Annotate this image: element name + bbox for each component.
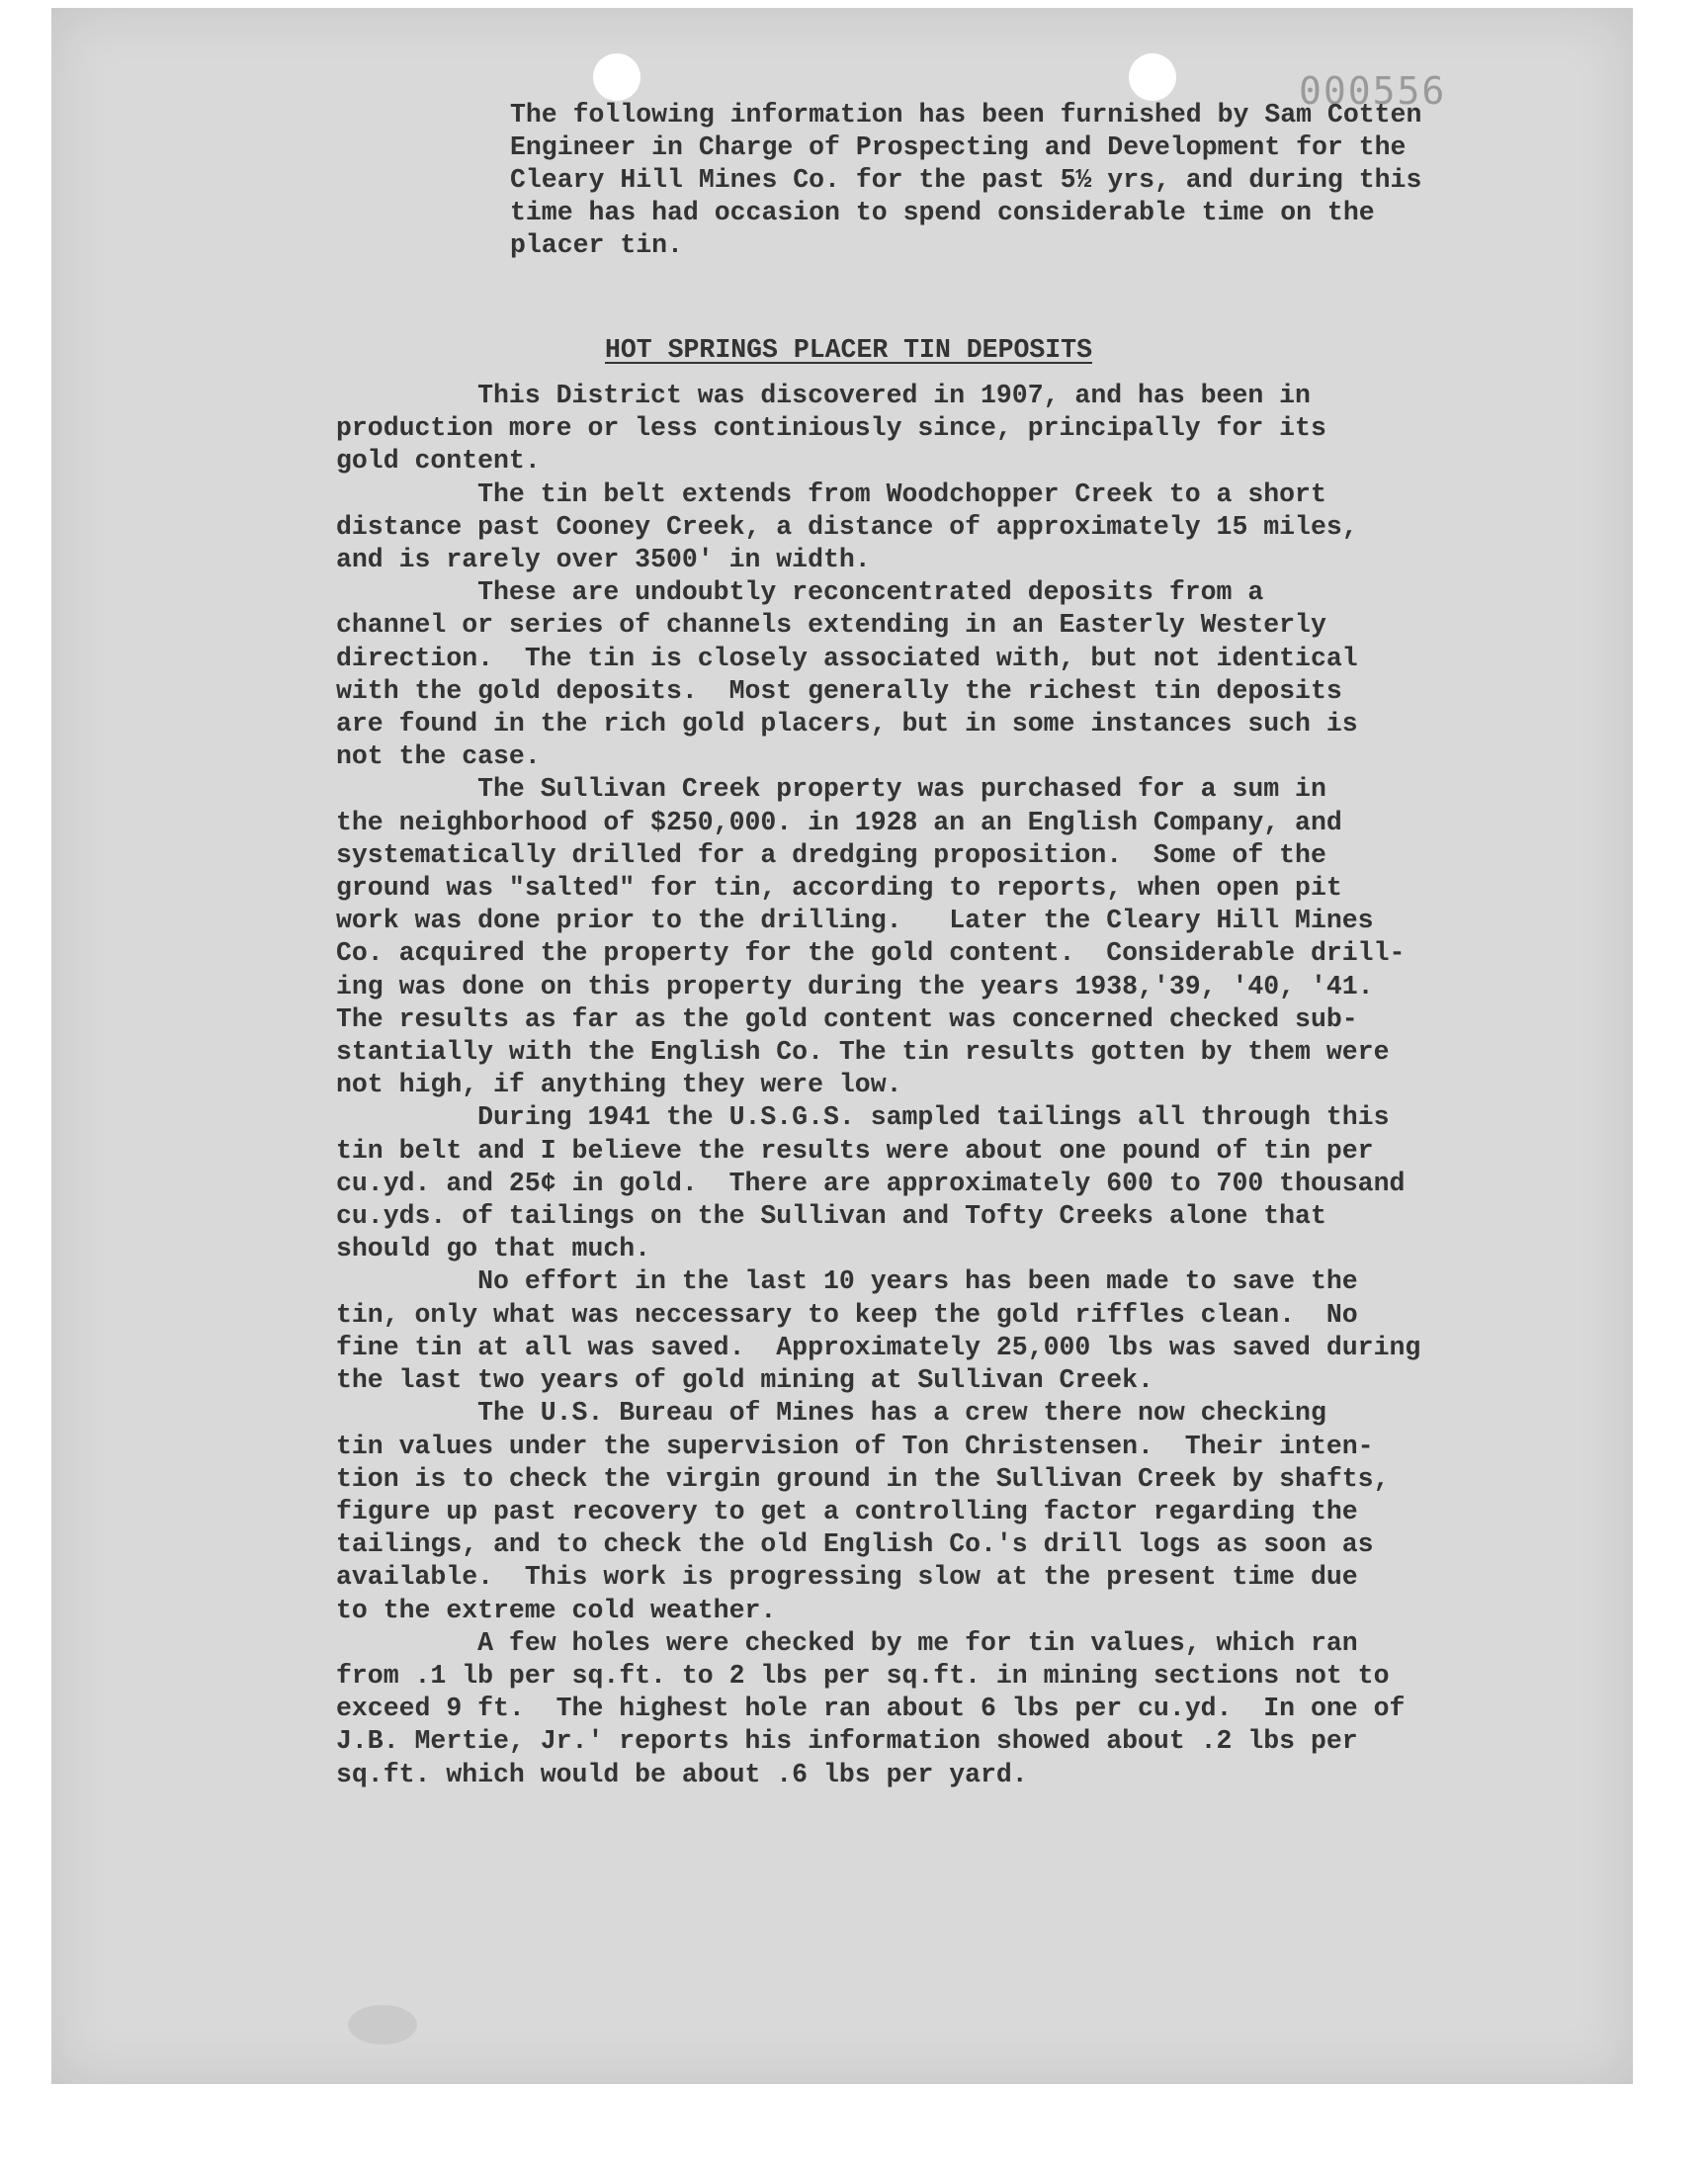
text-line: A few holes were checked by me for tin values, which ran xyxy=(336,1627,1358,1658)
text-line: the neighborhood of $250,000. in 1928 an an English Company, and xyxy=(336,807,1342,837)
text-line: These are undoubtly reconcentrated deposits from a xyxy=(336,577,1264,608)
text-line: channel or series of channels extending in an Easterly Westerly xyxy=(336,610,1326,641)
text-line: stantially with the English Co. The tin results gotten by them were xyxy=(336,1037,1390,1068)
text-line: No effort in the last 10 years has been made to save the xyxy=(336,1266,1358,1297)
text-line: cu.yd. and 25¢ in gold. There are approximately 600 to 700 thousand xyxy=(336,1168,1406,1198)
text-line: should go that much. xyxy=(336,1234,651,1264)
text-line: not the case. xyxy=(336,741,541,772)
page-smudge xyxy=(348,2005,417,2044)
text-line: the last two years of gold mining at Sullivan Creek. xyxy=(336,1365,1153,1396)
text-line: figure up past recovery to get a controlling factor regarding the xyxy=(336,1496,1358,1526)
intro-line: Engineer in Charge of Prospecting and Development for the xyxy=(510,132,1407,162)
text-line: fine tin at all was saved. Approximately 25,000 lbs was saved during xyxy=(336,1332,1421,1362)
text-line: The Sullivan Creek property was purchased for a sum in xyxy=(336,774,1326,805)
text-line: with the gold deposits. Most generally the richest tin deposits xyxy=(336,675,1342,706)
text-line: ing was done on this property during the years 1938,'39, '40, '41. xyxy=(336,971,1374,1001)
intro-line: The following information has been furnished by Sam Cotten xyxy=(510,100,1422,130)
text-line: sq.ft. which would be about .6 lbs per yard. xyxy=(336,1759,1028,1789)
text-line: work was done prior to the drilling. Later the Cleary Hill Mines xyxy=(336,906,1374,936)
text-line: not high, if anything they were low. xyxy=(336,1070,902,1100)
text-line: to the extreme cold weather. xyxy=(336,1595,777,1625)
text-line: tin belt and I believe the results were about one pound of tin per xyxy=(336,1135,1374,1166)
text-line: distance past Cooney Creek, a distance of approximately 15 miles, xyxy=(336,511,1358,542)
section-heading: HOT SPRINGS PLACER TIN DEPOSITS xyxy=(605,335,1092,365)
punch-hole-right xyxy=(1129,53,1176,101)
intro-line: placer tin. xyxy=(510,230,683,260)
text-line: direction. The tin is closely associated with, but not identical xyxy=(336,643,1358,673)
text-line: tion is to check the virgin ground in the Sullivan Creek by shafts, xyxy=(336,1463,1390,1494)
intro-line: Cleary Hill Mines Co. for the past 5½ yrs, and during this xyxy=(510,165,1422,195)
text-line: are found in the rich gold placers, but in some instances such is xyxy=(336,709,1358,740)
text-line: The results as far as the gold content was concerned checked sub- xyxy=(336,1003,1358,1034)
text-line: This District was discovered in 1907, and has been in xyxy=(336,381,1311,410)
text-line: Co. acquired the property for the gold content. Considerable drill- xyxy=(336,938,1406,969)
text-line: production more or less continiously since, principally for its xyxy=(336,413,1326,444)
text-line: tin values under the supervision of Ton Christensen. Their inten- xyxy=(336,1431,1374,1461)
scanned-page xyxy=(51,8,1633,2084)
text-line: During 1941 the U.S.G.S. sampled tailings all through this xyxy=(336,1102,1390,1133)
text-line: J.B. Mertie, Jr.' reports his information showed about .2 lbs per xyxy=(336,1726,1358,1757)
text-line: ground was "salted" for tin, according to reports, when open pit xyxy=(336,873,1342,904)
text-line: The tin belt extends from Woodchopper Creek to a short xyxy=(336,478,1326,509)
text-line: cu.yds. of tailings on the Sullivan and Tofty Creeks alone that xyxy=(336,1201,1326,1232)
document-number-stamp: 000556 xyxy=(1299,69,1447,113)
text-line: exceed 9 ft. The highest hole ran about 6 lbs per cu.yd. In one of xyxy=(336,1694,1406,1724)
text-line: from .1 lb per sq.ft. to 2 lbs per sq.ft. in mining sections not to xyxy=(336,1660,1390,1691)
body-text xyxy=(336,380,1420,1791)
text-line: tailings, and to check the old English Co.'s drill logs as soon as xyxy=(336,1529,1374,1560)
text-line: gold content. xyxy=(336,446,541,477)
punch-hole-left xyxy=(593,53,640,101)
intro-paragraph xyxy=(510,99,1421,262)
text-line: The U.S. Bureau of Mines has a crew there now checking xyxy=(336,1398,1326,1429)
intro-line: time has had occasion to spend considerable time on the xyxy=(510,198,1375,227)
text-line: and is rarely over 3500' in width. xyxy=(336,545,871,575)
text-line: systematically drilled for a dredging proposition. Some of the xyxy=(336,839,1326,870)
text-line: tin, only what was neccessary to keep the gold riffles clean. No xyxy=(336,1299,1358,1330)
text-line: available. This work is progressing slow at the present time due xyxy=(336,1562,1358,1593)
